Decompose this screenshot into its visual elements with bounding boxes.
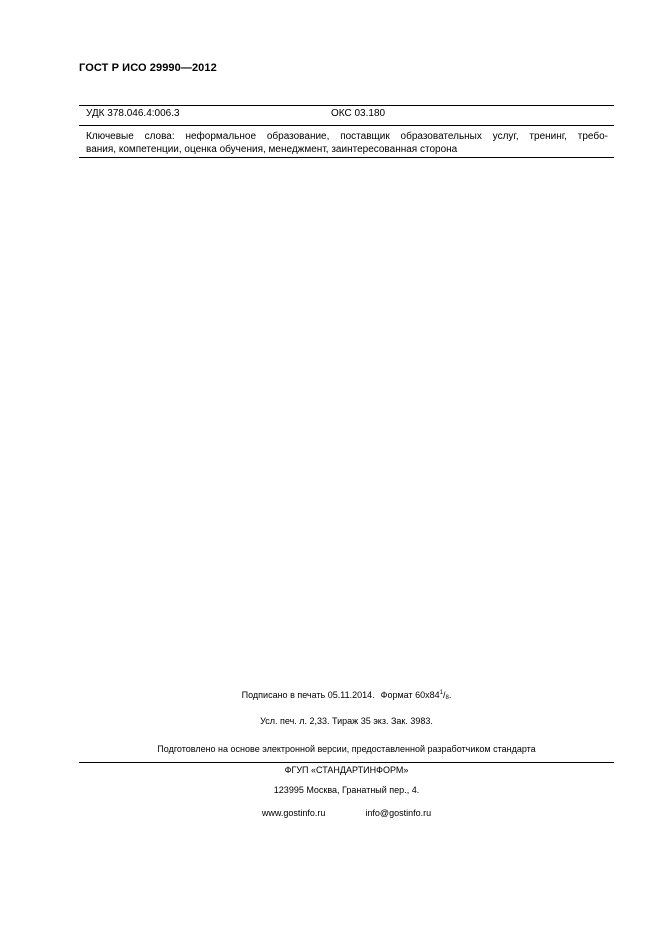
website-link[interactable]: www.gostinfo.ru xyxy=(261,808,326,818)
imprint-print-info: Усл. печ. л. 2,33. Тираж 35 экз. Зак. 3983. xyxy=(260,716,433,726)
divider-imprint xyxy=(79,762,614,763)
imprint-format: Формат $60x84^1/_8$. xyxy=(380,690,452,701)
udk-code: УДК 378.046.4:006.3 xyxy=(86,108,180,119)
keywords-line-2: вания, компетенции, оценка обучения, менеджмент, заинтересованная сторона xyxy=(86,144,458,155)
divider-middle xyxy=(79,125,614,126)
email-link[interactable]: info@gostinfo.ru xyxy=(365,808,432,818)
keywords-line-1: Ключевые слова: неформальное образование, поставщик образовательных услуг, тренинг, требо- xyxy=(86,131,608,142)
imprint-prepared: Подготовлено на основе электронной версии, предоставленной разработчиком стандарта xyxy=(157,744,536,754)
imprint-contacts xyxy=(79,808,614,818)
imprint-address: 123995 Москва, Гранатный пер., 4. xyxy=(273,785,420,795)
document-code: ГОСТ Р ИСО 29990—2012 xyxy=(79,62,217,74)
keywords-block xyxy=(86,130,608,156)
imprint-signed-format xyxy=(79,690,614,701)
imprint-signed: Подписано в печать 05.11.2014. xyxy=(241,690,375,700)
oks-code: ОКС 03.180 xyxy=(331,108,386,119)
divider-top xyxy=(79,105,614,106)
imprint-publisher: ФГУП «СТАНДАРТИНФОРМ» xyxy=(284,765,409,775)
divider-bottom xyxy=(79,157,614,158)
